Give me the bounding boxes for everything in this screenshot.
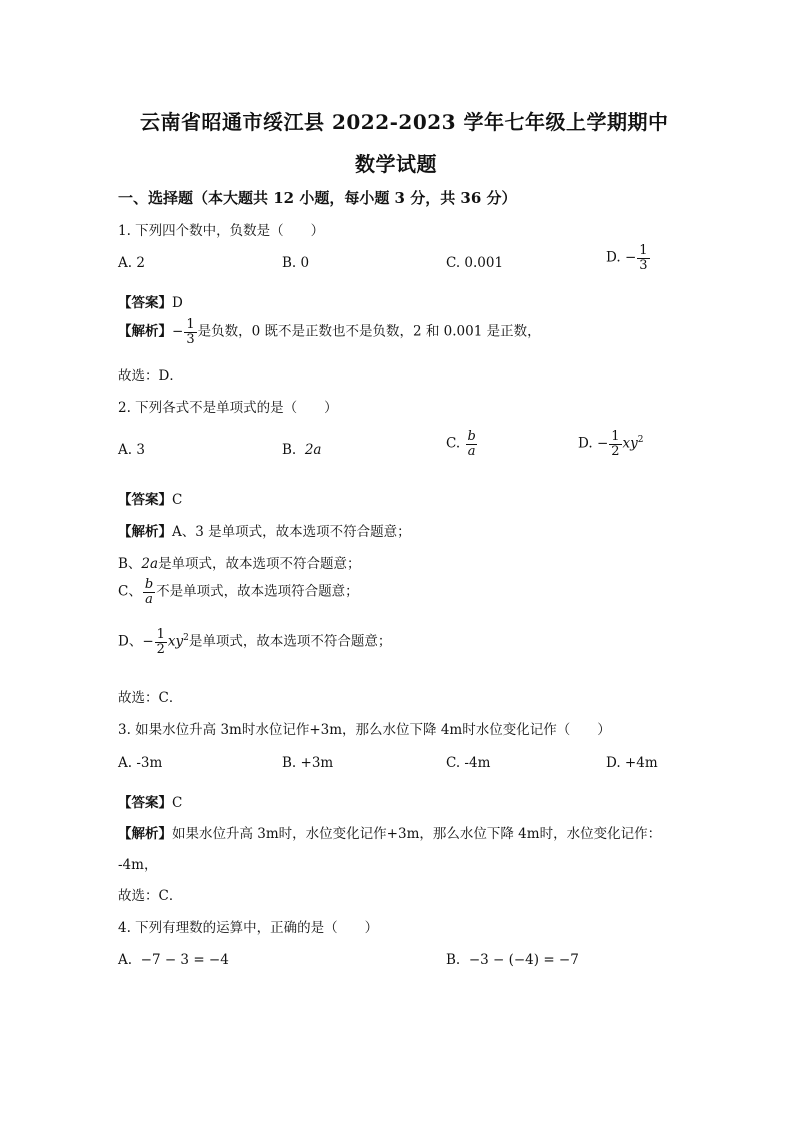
question-2-answer: [118, 488, 182, 508]
math-expression: 2a: [141, 556, 159, 572]
fraction: [637, 244, 649, 272]
denominator: a: [467, 443, 476, 459]
question-2-conclusion: 故选：C．: [118, 690, 183, 706]
question-2-stem: 2. 下列各式不是单项式的是（ ）: [118, 400, 338, 416]
question-1-option-c: C. 0.001: [446, 255, 504, 271]
analysis-text: A、3 是单项式，故本选项不符合题意；: [172, 524, 411, 540]
minus-sign: −: [624, 249, 637, 266]
exponent: 2: [637, 435, 644, 446]
numerator: 1: [639, 243, 648, 258]
question-3-analysis: [118, 822, 661, 842]
fraction: [143, 578, 155, 606]
question-1-option-b: B. 0: [282, 255, 310, 271]
question-3-option-a: A. -3m: [118, 755, 163, 771]
section-heading: 一、选择题（本大题共 12 小题，每小题 3 分，共 36 分）: [118, 189, 517, 207]
question-3-answer: [118, 791, 182, 811]
denominator: 3: [186, 331, 195, 347]
question-4-option-a: [118, 952, 229, 968]
numerator: 1: [611, 429, 620, 444]
question-1-option-d: [606, 244, 651, 272]
question-2-analysis-a: [118, 520, 411, 540]
question-1-analysis: [118, 318, 541, 346]
question-4-option-b: [446, 952, 579, 968]
analysis-tag: 【解析】: [118, 323, 172, 340]
answer-tag: 【答案】: [118, 795, 172, 811]
analysis-text: 是负数，0 既不是正数也不是负数，2 和 0.001 是正数，: [197, 323, 541, 340]
question-1-option-a: A. 2: [118, 255, 145, 271]
option-label: D.: [578, 435, 593, 452]
math-expression: 2a: [304, 442, 322, 458]
question-1-conclusion: 故选：D．: [118, 368, 183, 384]
option-label: B.: [446, 952, 461, 968]
question-2-analysis-b: [118, 552, 361, 572]
denominator: a: [145, 591, 153, 607]
fraction: [155, 628, 167, 656]
line-prefix: D、: [118, 633, 143, 650]
question-4-stem: 4. 下列有理数的运算中，正确的是（ ）: [118, 920, 379, 936]
fraction: [609, 430, 621, 458]
numerator: b: [467, 429, 476, 444]
option-label: D.: [606, 249, 621, 266]
analysis-text: 是单项式，故本选项不符合题意；: [188, 633, 392, 650]
question-2-option-a: A. 3: [118, 442, 145, 458]
fraction: [184, 318, 196, 346]
variable: xy: [167, 633, 184, 650]
minus-sign: −: [596, 435, 609, 452]
question-3-analysis-cont: -4m，: [118, 857, 158, 873]
answer-tag: 【答案】: [118, 492, 172, 508]
question-1-stem: 1. 下列四个数中，负数是（ ）: [118, 223, 325, 239]
exponent: 2: [183, 633, 189, 644]
question-3-conclusion: 故选：C．: [118, 888, 183, 904]
numerator: 1: [186, 317, 195, 332]
question-2-option-d: [578, 430, 644, 458]
line-prefix: C、: [118, 583, 142, 600]
option-label: A.: [118, 952, 133, 968]
analysis-tag: 【解析】: [118, 524, 172, 540]
question-2-option-b: [282, 442, 321, 458]
denominator: 3: [639, 257, 648, 273]
math-expression: −3 − (−4) = −7: [468, 952, 579, 968]
analysis-tag: 【解析】: [118, 826, 172, 842]
question-1-answer: [118, 291, 183, 311]
numerator: b: [144, 577, 154, 592]
question-2-option-c: [446, 430, 479, 458]
document-title-line2: 数学试题: [355, 152, 437, 176]
denominator: 2: [156, 641, 165, 657]
math-expression: −7 − 3 = −4: [140, 952, 229, 968]
question-3-stem: 3. 如果水位升高 3m时水位记作+3m，那么水位下降 4m时水位变化记作（ ）: [118, 722, 611, 738]
analysis-text: 是单项式，故本选项不符合题意；: [158, 556, 361, 572]
analysis-text: 如果水位升高 3m时，水位变化记作+3m，那么水位下降 4m时，水位变化记作：: [172, 826, 662, 842]
question-2-analysis-d: [118, 628, 391, 656]
analysis-text: 不是单项式，故本选项符合题意；: [156, 583, 359, 600]
variable: xy: [622, 435, 638, 452]
denominator: 2: [611, 443, 620, 459]
answer-value: C: [172, 492, 183, 508]
answer-value: C: [172, 795, 183, 811]
question-3-option-d: D. +4m: [606, 755, 658, 771]
fraction: [465, 430, 477, 458]
minus-sign: −: [172, 323, 184, 340]
answer-value: D: [172, 295, 183, 311]
option-label: C.: [446, 435, 461, 452]
line-prefix: B、: [118, 556, 142, 572]
minus-sign: −: [142, 633, 154, 650]
question-3-option-b: B. +3m: [282, 755, 334, 771]
question-3-option-c: C. -4m: [446, 755, 491, 771]
numerator: 1: [156, 627, 165, 642]
answer-tag: 【答案】: [118, 295, 172, 311]
document-title-line1: 云南省昭通市绥江县 2022-2023 学年七年级上学期期中: [140, 110, 669, 134]
question-2-analysis-c: [118, 578, 359, 606]
option-label: B.: [282, 442, 297, 458]
